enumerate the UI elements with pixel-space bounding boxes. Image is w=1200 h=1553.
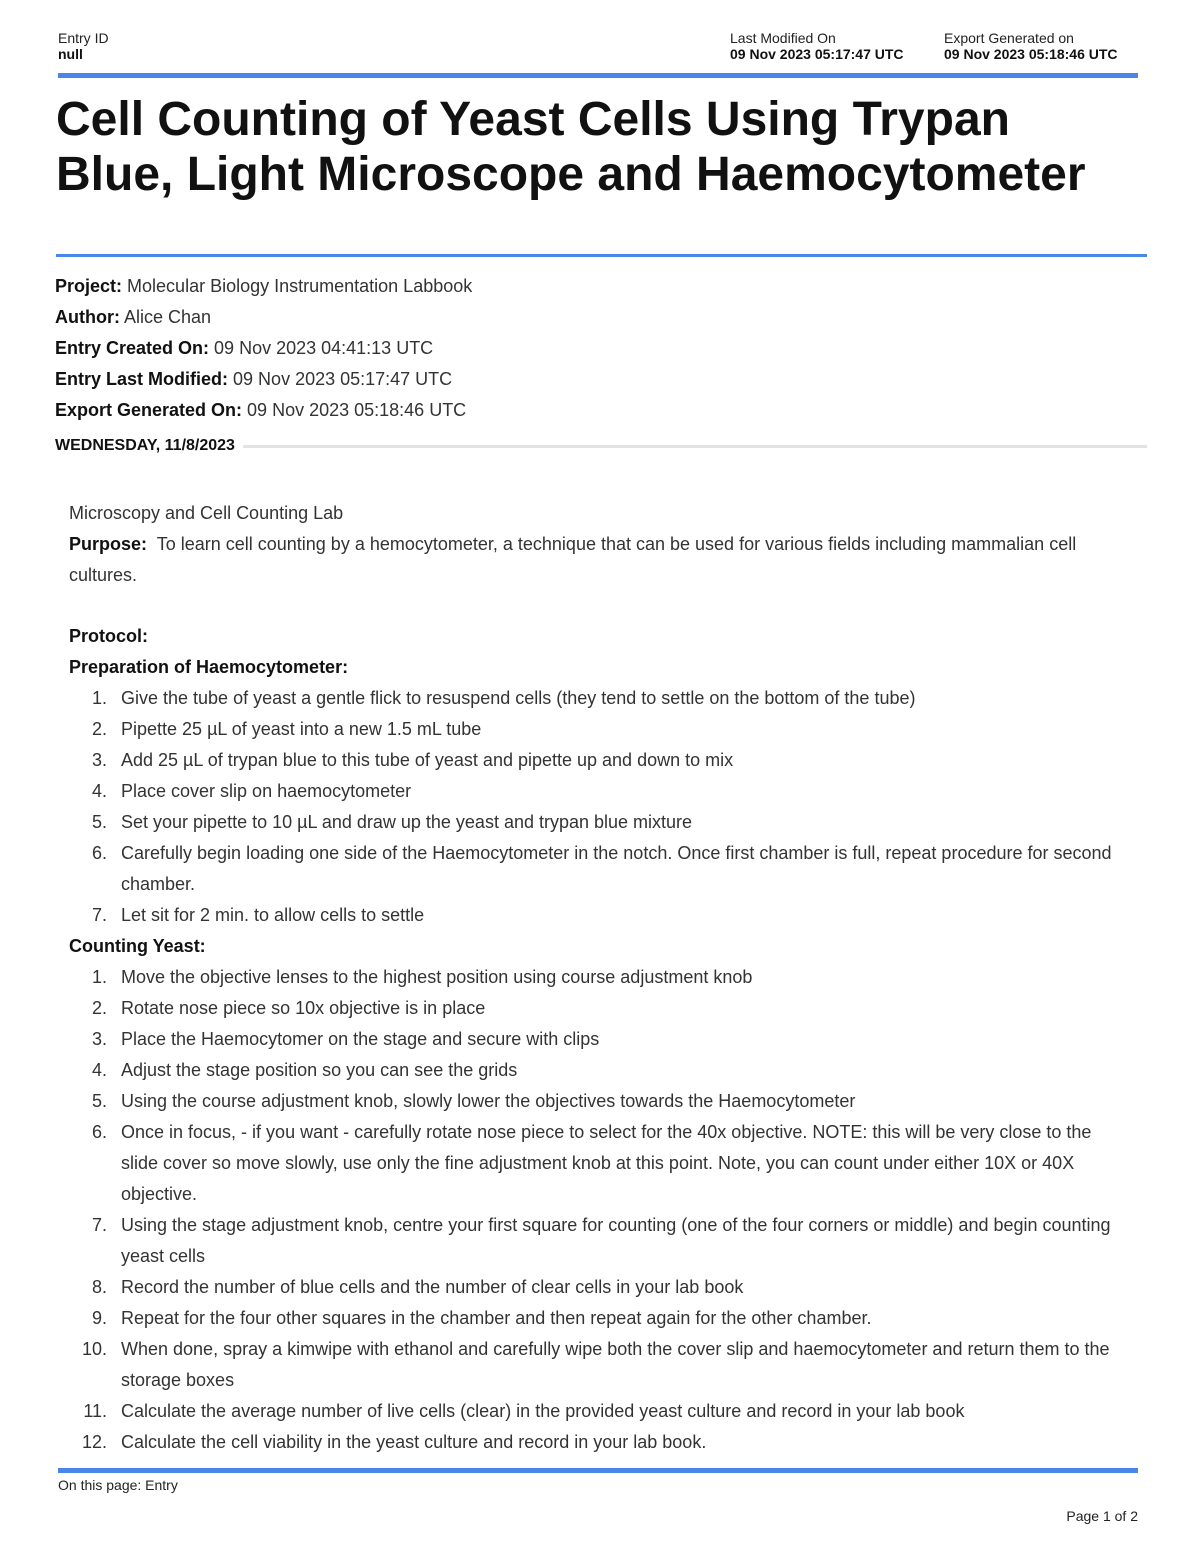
header-divider [58,73,1138,78]
list-item [69,1272,1129,1303]
meta-created-value: 09 Nov 2023 04:41:13 UTC [214,338,434,358]
list-item [69,1396,1129,1427]
entry-body [69,498,1129,1458]
meta-created-label: Entry Created On: [55,338,210,358]
export-generated-label: Export Generated on [944,30,1074,46]
list-item [69,1024,1129,1055]
list-item-text: Carefully begin loading one side of the Haemocytometer in the notch. Once first chamber is full, repeat procedure for second chamber. [121,843,1112,894]
list-item-number: 4. [91,1060,107,1080]
list-item [69,745,1129,776]
list-item-text: When done, spray a kimwipe with ethanol and carefully wipe both the cover slip and haemocytometer and return them to the storage boxes [121,1339,1110,1390]
counting-steps-list [69,962,1129,1458]
purpose-paragraph [69,529,1129,591]
list-item [69,1117,1129,1210]
meta-created [55,333,472,364]
list-item-number: 2. [91,998,107,1018]
date-heading: WEDNESDAY, 11/8/2023 [55,437,235,454]
list-item-text: Once in focus, - if you want - carefully rotate nose piece to select for the 40x objective. NOTE: this will be very close to the slide cover so move slowly, use only the fine adjustment knob at this point. Note, you can count under either 10X or 40X objective. [121,1122,1092,1204]
list-item-number: 7. [91,1215,107,1235]
title-divider [56,254,1147,257]
footer-divider [58,1468,1138,1473]
export-generated-block [944,30,1118,62]
list-item-text: Let sit for 2 min. to allow cells to settle [121,905,425,925]
list-item [69,776,1129,807]
list-item-text: Calculate the average number of live cells (clear) in the provided yeast culture and record in your lab book [121,1401,965,1421]
list-item [69,1427,1129,1458]
list-item-number: 4. [91,781,107,801]
list-item-number: 5. [91,1091,107,1111]
list-item-number: 6. [91,843,107,863]
list-item [69,1334,1129,1396]
date-divider-line [243,445,1147,448]
list-item-text: Place the Haemocytomer on the stage and secure with clips [121,1029,600,1049]
list-item-number: 8. [91,1277,107,1297]
meta-modified-value: 09 Nov 2023 05:17:47 UTC [233,369,453,389]
list-item-number: 2. [91,719,107,739]
list-item-text: Calculate the cell viability in the yeast culture and record in your lab book. [121,1432,707,1452]
list-item-text: Move the objective lenses to the highest position using course adjustment knob [121,967,753,987]
list-item [69,1303,1129,1334]
list-item-text: Record the number of blue cells and the number of clear cells in your lab book [121,1277,744,1297]
list-item-number: 11. [83,1401,107,1421]
list-item-number: 10. [81,1339,107,1359]
meta-export [55,395,472,426]
list-item-number: 7. [91,905,107,925]
list-item-text: Rotate nose piece so 10x objective is in place [121,998,486,1018]
list-item-text: Repeat for the four other squares in the chamber and then repeat again for the other chamber. [121,1308,872,1328]
meta-author-value: Alice Chan [124,307,212,327]
spacer [69,591,1129,621]
list-item [69,993,1129,1024]
entry-metadata [55,271,472,426]
date-section-divider [55,435,1147,457]
prep-steps-list [69,683,1129,931]
last-modified-value: 09 Nov 2023 05:17:47 UTC [730,46,904,62]
list-item-number: 6. [91,1122,107,1142]
list-item-number: 9. [91,1308,107,1328]
list-item-text: Adjust the stage position so you can see the grids [121,1060,518,1080]
meta-author [55,302,472,333]
purpose-label: Purpose: [69,534,148,554]
list-item [69,1055,1129,1086]
meta-project-value: Molecular Biology Instrumentation Labbook [127,276,473,296]
page-number: Page 1 of 2 [1066,1508,1138,1524]
list-item [69,838,1129,900]
on-this-page-label: On this page: Entry [58,1477,178,1493]
list-item [69,962,1129,993]
last-modified-label: Last Modified On [730,30,836,46]
list-item-text: Set your pipette to 10 µL and draw up the yeast and trypan blue mixture [121,812,693,832]
export-generated-value: 09 Nov 2023 05:18:46 UTC [944,46,1118,62]
counting-heading: Counting Yeast: [69,936,206,956]
list-item [69,900,1129,931]
list-item [69,807,1129,838]
list-item-text: Using the stage adjustment knob, centre your first square for counting (one of the four corners or middle) and begin counting yeast cells [121,1215,1111,1266]
list-item-text: Place cover slip on haemocytometer [121,781,412,801]
meta-export-label: Export Generated On: [55,400,243,420]
page-header [58,30,1138,76]
list-item-text: Give the tube of yeast a gentle flick to resuspend cells (they tend to settle on the bottom of the tube) [121,688,916,708]
entry-id-block [58,30,109,62]
list-item-text: Pipette 25 µL of yeast into a new 1.5 mL tube [121,719,482,739]
meta-export-value: 09 Nov 2023 05:18:46 UTC [247,400,467,420]
meta-modified-label: Entry Last Modified: [55,369,229,389]
list-item-text: Add 25 µL of trypan blue to this tube of yeast and pipette up and down to mix [121,750,734,770]
entry-id-label: Entry ID [58,30,109,46]
purpose-text: To learn cell counting by a hemocytometer, a technique that can be used for various fields including mammalian cell cultures. [69,534,1077,585]
list-item-number: 3. [91,750,107,770]
list-item-number: 1. [91,688,107,708]
list-item-number: 5. [91,812,107,832]
list-item [69,683,1129,714]
meta-project [55,271,472,302]
page-title: Cell Counting of Yeast Cells Using Trypan Blue, Light Microscope and Haemocytometer [56,93,1086,201]
list-item-text: Using the course adjustment knob, slowly lower the objectives towards the Haemocytometer [121,1091,856,1111]
prep-heading: Preparation of Haemocytometer: [69,657,349,677]
entry-id-value: null [58,46,83,62]
meta-author-label: Author: [55,307,120,327]
list-item-number: 3. [91,1029,107,1049]
meta-modified [55,364,472,395]
list-item-number: 12. [81,1432,107,1452]
meta-project-label: Project: [55,276,123,296]
intro-text: Microscopy and Cell Counting Lab [69,503,344,523]
list-item-number: 1. [91,967,107,987]
list-item [69,1086,1129,1117]
list-item [69,1210,1129,1272]
protocol-heading: Protocol: [69,626,148,646]
list-item [69,714,1129,745]
last-modified-block [730,30,904,62]
